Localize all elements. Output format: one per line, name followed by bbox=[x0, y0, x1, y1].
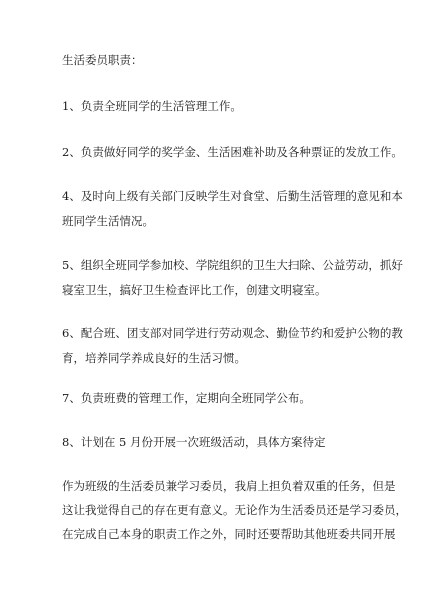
summary-paragraph bbox=[62, 478, 407, 550]
duty-item-8 bbox=[62, 434, 362, 450]
duty-line: 育，培养同学养成良好的生活习惯。 bbox=[62, 351, 246, 365]
duty-line: 班同学生活情况。 bbox=[62, 214, 154, 228]
duty-line: 7、负责班费的管理工作，定期向全班同学公布。 bbox=[62, 391, 311, 405]
duty-item-2 bbox=[62, 144, 403, 160]
duty-item-6 bbox=[62, 325, 403, 366]
duty-line: 6、配合班、团支部对同学进行劳动观念、勤俭节约和爱护公物的教 bbox=[62, 326, 403, 340]
duty-item-1 bbox=[62, 98, 362, 114]
document-heading: 生活委员职责： bbox=[62, 53, 143, 67]
paragraph-line: 在完成自己本身的职责工作之外，同时还要帮助其他班委共同开展 bbox=[62, 527, 396, 541]
duty-item-5 bbox=[62, 257, 403, 298]
duty-line: 8、计划在 5 月份开展一次班级活动，具体方案待定 bbox=[62, 435, 326, 449]
duty-line: 1、负责全班同学的生活管理工作。 bbox=[62, 99, 242, 113]
paragraph-line: 作为班级的生活委员兼学习委员，我肩上担负着双重的任务，但是 bbox=[62, 479, 396, 493]
duty-item-7 bbox=[62, 390, 362, 406]
duty-item-4 bbox=[62, 188, 403, 229]
duty-line: 5、组织全班同学参加校、学院组织的卫生大扫除、公益劳动，抓好 bbox=[62, 258, 403, 272]
duty-line: 4、及时向上级有关部门反映学生对食堂、后勤生活管理的意见和本 bbox=[62, 189, 403, 203]
paragraph-line: 这让我觉得自己的存在更有意义。无论作为生活委员还是学习委员， bbox=[62, 503, 407, 517]
duty-line: 2、负责做好同学的奖学金、生活困难补助及各种票证的发放工作。 bbox=[62, 145, 403, 159]
duty-line: 寝室卫生，搞好卫生检查评比工作，创建文明寝室。 bbox=[62, 283, 327, 297]
